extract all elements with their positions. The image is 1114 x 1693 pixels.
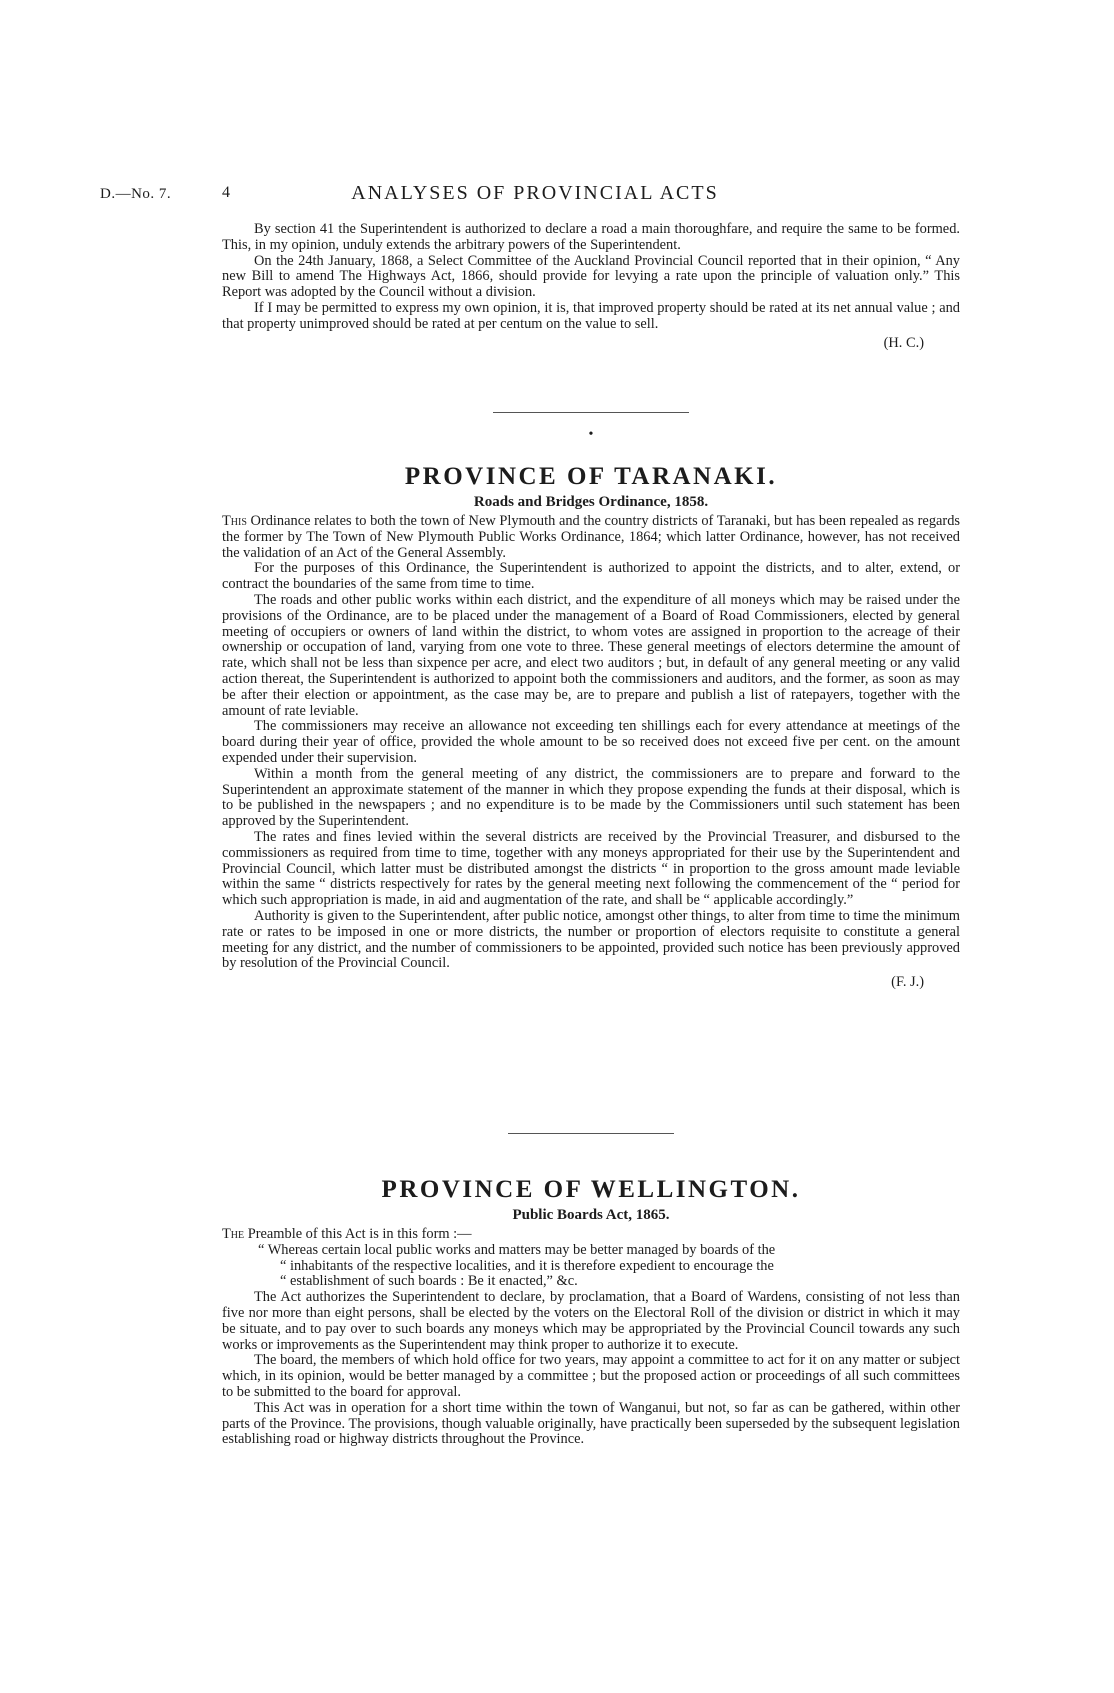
lead-text: Ordinance relates to both the town of New Plymouth and the country districts of Taranaki, but has been repealed as regards the former by The Town of New Plymouth Public Works Ordinance, 1864; which latter Ordinance, however, has not received the validation of an Act of the General Assembly.	[222, 513, 960, 561]
divider	[222, 1133, 960, 1134]
taranaki-section	[222, 462, 960, 991]
taranaki-paragraph: The roads and other public works within each district, and the expenditure of all moneys which may be raised under the provisions of the Ordinance, are to be placed under the management of a Board of Road Commissioners, elected by general meeting of occupiers or owners of land within the district, to whom votes are assigned in proportion to the acreage of their ownership or occupation of land, varying from one vote to three. These general meetings of electors determine the amount of rate, which shall not be less than sixpence per acre, and elect two auditors ; but, in default of any general meeting or any valid action thereat, the Superintendent is authorized to appoint both the commissioners and auditors, and the former, as soon as may be after their election or appointment, as the case may be, are to prepare and publish a list of ratepayers, together with the amount of rate leviable.	[222, 591, 960, 719]
wellington-paragraph	[222, 1227, 960, 1243]
quote-line: “ establishment of such boards : Be it enacted,” &c.	[280, 1273, 578, 1290]
intro-paragraph: On the 24th January, 1868, a Select Committee of the Auckland Provincial Council reported that in their opinion, “ Any new Bill to amend The Highways Act, 1866, should provide for levying a rate upon the principle of valuation only.” This Report was adopted by the Council without a division.	[222, 252, 960, 301]
ornament	[222, 427, 960, 442]
lead-word: The	[222, 1226, 245, 1242]
province-heading: PROVINCE OF WELLINGTON.	[381, 1176, 801, 1203]
divider	[222, 412, 960, 413]
intro-signature: (H. C.)	[883, 334, 924, 351]
paper-reference: D.—No. 7.	[100, 186, 172, 202]
act-title: Roads and Bridges Ordinance, 1858.	[473, 494, 709, 510]
section-rule	[508, 1133, 674, 1134]
page-title: ANALYSES OF PROVINCIAL ACTS	[351, 182, 719, 204]
act-title: Public Boards Act, 1865.	[512, 1207, 670, 1223]
intro-paragraph: If I may be permitted to express my own opinion, it is, that improved property should be rated at its net annual value ; and that property unimproved should be rated at per centum on the value to sell.	[222, 299, 960, 332]
taranaki-signature: (F. J.)	[891, 974, 924, 991]
intro-section	[222, 222, 960, 352]
quote-line: “ Whereas certain local public works and matters may be better managed by boards of the	[258, 1241, 776, 1258]
running-header	[100, 182, 970, 206]
quote-line: “ inhabitants of the respective localities, and it is therefore expedient to encourage the	[280, 1257, 774, 1274]
intro-paragraph: By section 41 the Superintendent is authorized to declare a road a main thoroughfare, and require the same to be formed. This, in my opinion, unduly extends the arbitrary powers of the Superintendent.	[222, 221, 960, 253]
wellington-paragraph: The Act authorizes the Superintendent to declare, by proclamation, that a Board of Wardens, consisting of not less than five nor more than eight persons, shall be elected by the voters on the Electoral Roll of the division or district in which it may be situate, and to pay over to such boards any moneys which may be appropriated by the Provincial Council towards any such works or improvements as the Superintendent may think proper to authorize it to execute.	[222, 1289, 960, 1353]
province-heading: PROVINCE OF TARANAKI.	[404, 463, 778, 490]
lead-text: Preamble of this Act is in this form :—	[247, 1226, 472, 1242]
wellington-paragraph: This Act was in operation for a short time within the town of Wanganui, but not, so far as can be gathered, within other parts of the Province. The provisions, though valuable originally, have practically been superseded by the subsequent legislation establishing road or highway districts throughout the Province.	[222, 1399, 960, 1448]
taranaki-paragraph: The commissioners may receive an allowance not exceeding ten shillings each for every attendance at meetings of the board during their year of office, provided the whole amount to be so received does not exceed five per cent. on the amount expended under their supervision.	[222, 718, 960, 766]
lead-word: This	[222, 513, 247, 529]
wellington-paragraph: The board, the members of which hold office for two years, may appoint a committee to act for it on any matter or subject which, in its opinion, would be better managed by a committee ; but the proposed action or proceedings of all such committees to be submitted to the board for approval.	[222, 1352, 960, 1400]
wellington-section	[222, 1175, 960, 1448]
taranaki-paragraph: The rates and fines levied within the several districts are received by the Provincial Treasurer, and disbursed to the commissioners as required from time to time, together with any moneys appropriated for their use by the Superintendent and Provincial Council, which latter must be distributed amongst the districts “ in proportion to the gross amount made leviable within the same “ districts respectively for rates by the general meeting next following the commencement of the “ period for which such appropriation is made, in aid and augmentation of the rate, and shall be “ applicable accordingly.”	[222, 828, 960, 909]
section-rule	[493, 412, 689, 413]
taranaki-paragraph: For the purposes of this Ordinance, the Superintendent is authorized to appoint the districts, and to alter, extend, or contract the boundaries of the same from time to time.	[222, 560, 960, 593]
taranaki-paragraph	[222, 514, 960, 561]
ornament-dot: •	[588, 427, 594, 442]
page-number: 4	[222, 184, 230, 201]
taranaki-paragraph: Within a month from the general meeting of any district, the commissioners are to prepare and forward to the Superintendent an approximate statement of the manner in which they propose expending the funds at their disposal, which is to be published in the newspapers ; and no expenditure is to be made by the Commissioners until such statement has been approved by the Superintendent.	[222, 765, 960, 830]
taranaki-paragraph: Authority is given to the Superintendent, after public notice, amongst other things, to alter from time to time the minimum rate or rates to be imposed in one or more districts, the number or proportion of electors requisite to constitute a general meeting for any district, and the number of commissioners to be appointed, provided such notice has been previously approved by resolution of the Provincial Council.	[222, 907, 960, 972]
